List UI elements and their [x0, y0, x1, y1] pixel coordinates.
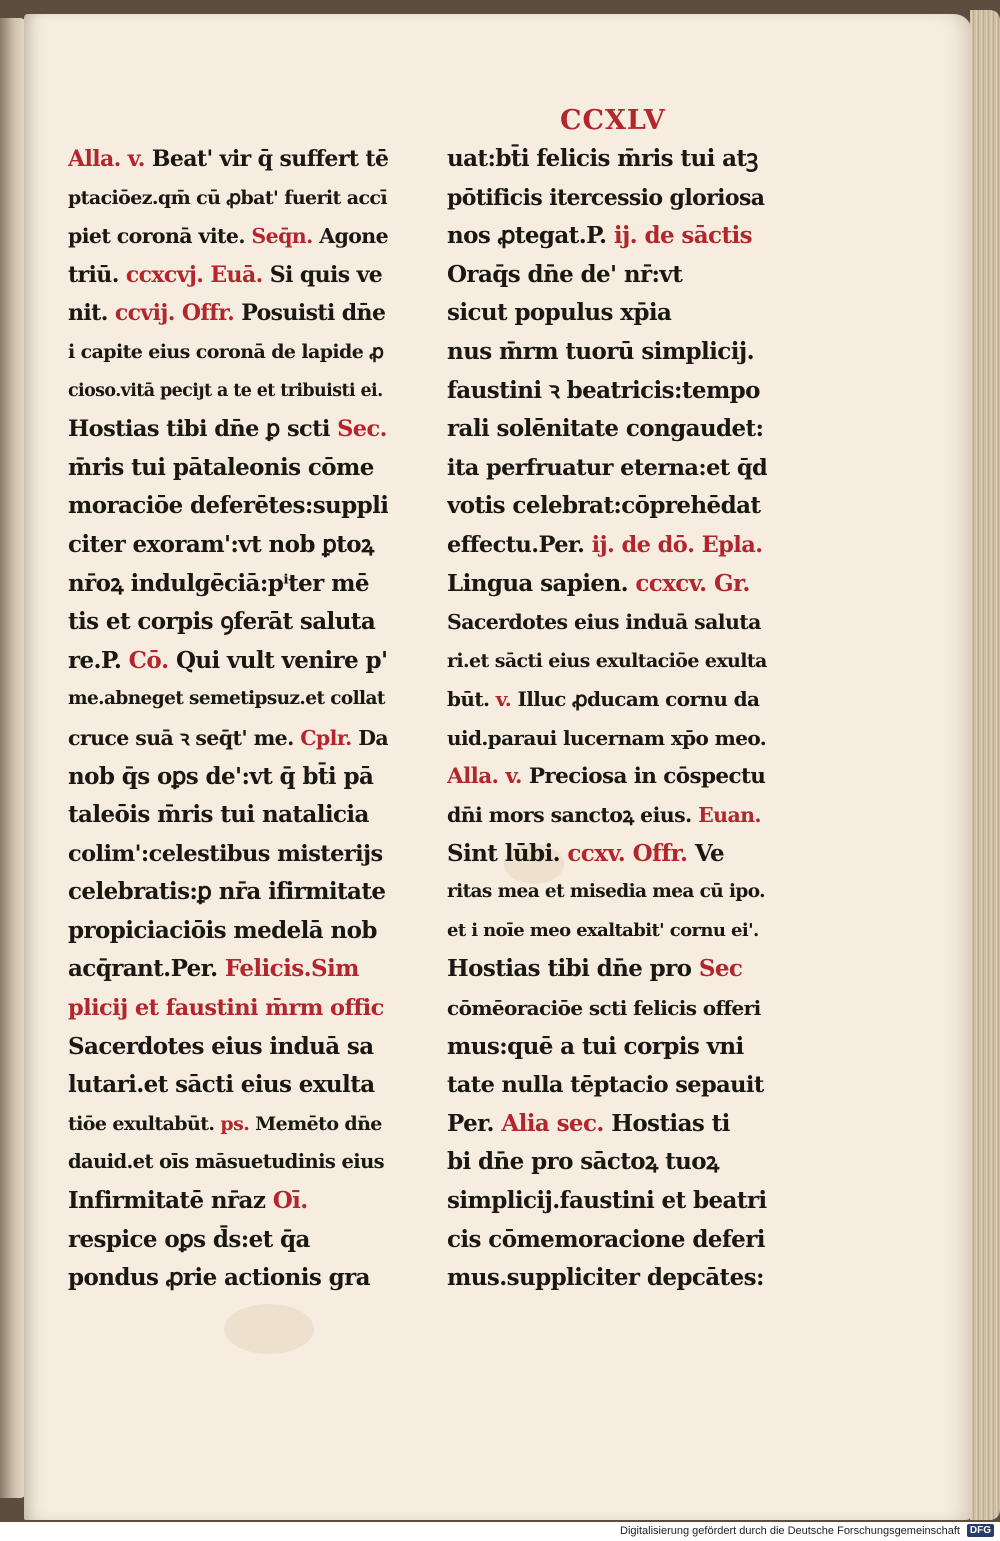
body-text: et i noīe meo exaltabit' cornu ei'.: [447, 919, 759, 941]
rubric-text: v.: [127, 146, 152, 172]
rubric-text: v.: [505, 763, 529, 789]
body-text: cioso.vitā peciȷt a te et tribuisti ei.: [68, 380, 383, 401]
dfg-logo: DFG: [967, 1524, 994, 1537]
rubric-text: ccvij. Offr.: [114, 300, 242, 327]
text-line: [447, 873, 767, 912]
body-text: cruce suā ꝛ seq̄t' me.: [68, 725, 301, 750]
text-line: [68, 912, 388, 951]
text-line: [447, 796, 767, 835]
rubric-text: Alia sec.: [501, 1109, 612, 1137]
body-text: pōtificis itercessio gloriosa: [447, 184, 765, 211]
text-line: [447, 950, 767, 989]
text-line: [68, 372, 388, 411]
rubric-text: ccxcv. Gr.: [635, 569, 750, 597]
body-text: uat:bt̄i felicis m̄ris tui atꝫ: [447, 145, 758, 172]
right-text-column: [447, 140, 767, 1298]
body-text: triū.: [68, 261, 126, 288]
body-text: i capite eius coronā de lapide ꝓ: [68, 340, 384, 363]
rubric-text: ps.: [220, 1112, 256, 1135]
rubric-text: Seq̄n.: [251, 224, 320, 249]
text-line: [68, 565, 388, 604]
body-text: effectu.Per.: [447, 531, 592, 558]
text-line: [68, 294, 388, 333]
text-line: [68, 449, 388, 488]
text-line: [447, 1028, 767, 1067]
body-text: Lingua sapien.: [447, 569, 636, 597]
text-line: [447, 526, 767, 565]
body-text: Memēto dn̄e: [255, 1112, 382, 1135]
body-text: Per.: [447, 1109, 502, 1137]
body-text: me.abneget semetipsuz.et collat: [68, 688, 385, 710]
body-text: dauid.et oīs māsuetudinis eius: [68, 1150, 385, 1174]
body-text: m̄ris tui pātaleonis cōme: [68, 453, 374, 481]
rubric-text: Sec: [698, 955, 743, 983]
body-text: Beat' vir q̄ suffert tē: [151, 146, 388, 172]
left-text-column: [68, 140, 388, 1298]
text-line: [447, 1066, 767, 1105]
body-text: tiōe exultabūt.: [68, 1112, 221, 1135]
body-text: piet coronā vite.: [68, 224, 252, 249]
body-text: faustini ꝛ beatricis:tempo: [447, 376, 760, 404]
text-line: [68, 1066, 388, 1105]
body-text: Sint lūbi.: [447, 839, 568, 867]
text-line: [447, 449, 767, 488]
text-line: [447, 179, 767, 218]
text-line: [447, 758, 767, 797]
text-line: [68, 603, 388, 642]
rubric-text: Oī.: [272, 1187, 308, 1215]
text-line: [68, 1105, 388, 1144]
text-line: [68, 989, 388, 1028]
text-line: [68, 1028, 388, 1067]
text-line: [447, 680, 767, 719]
text-line: [68, 1221, 388, 1260]
body-text: bi dn̄e pro sāctoꝝ tuoꝝ: [447, 1148, 719, 1176]
body-text: Sacerdotes eius induā saluta: [447, 610, 761, 635]
rubric-text: plicij et faustini m̄rm offic: [68, 995, 384, 1022]
text-line: [447, 333, 767, 372]
body-text: uid.paraui lucernam xp̄o meo.: [447, 725, 767, 750]
body-text: nos ꝓtegat.P.: [447, 222, 614, 250]
text-line: [447, 603, 767, 642]
text-line: [68, 719, 388, 758]
text-line: [447, 1221, 767, 1260]
rubric-text: lla.: [84, 146, 128, 172]
text-line: [447, 372, 767, 411]
body-text: mus.suppliciter depcātes:: [447, 1264, 764, 1292]
text-line: [68, 333, 388, 372]
folio-number: CCXLV: [560, 105, 666, 136]
text-line: [68, 796, 388, 835]
text-line: [68, 835, 388, 874]
text-line: [447, 912, 767, 951]
text-line: [68, 1182, 388, 1221]
text-line: [68, 217, 388, 256]
body-text: nr̄oꝝ indulgēciā:pⁱter mē: [68, 569, 369, 597]
page-edges: [970, 10, 1000, 1520]
body-text: acq̄rant.Per.: [68, 955, 225, 983]
rubric-text: A: [68, 146, 85, 172]
body-text: nus m̄rm tuorū simplicij.: [447, 337, 754, 365]
body-text: pondus ꝓrie actionis gra: [68, 1264, 370, 1292]
body-text: taleōis m̄ris tui natalicia: [68, 801, 369, 829]
body-text: ri.et sācti eius exultaciōe exulta: [447, 649, 767, 672]
body-text: Oraq̄s dn̄e de' nr̄:vt: [447, 260, 683, 288]
body-text: celebratis:ꝑ nr̄a ifirmitate: [68, 878, 386, 906]
text-line: [68, 140, 388, 179]
text-line: [447, 294, 767, 333]
body-text: Preciosa in cōspectu: [528, 763, 766, 789]
text-line: [68, 758, 388, 797]
body-text: re.P.: [68, 646, 129, 674]
text-line: [68, 179, 388, 218]
text-line: [447, 835, 767, 874]
text-line: [68, 873, 388, 912]
body-text: colim':celestibus misterijs: [68, 840, 383, 867]
body-text: rali solēnitate congaudet:: [447, 415, 764, 443]
body-text: lutari.et sācti eius exulta: [68, 1071, 375, 1099]
rubric-text: Alla.: [447, 763, 506, 789]
rubric-text: Euan.: [698, 803, 761, 828]
body-text: ritas mea et misedia mea cū ipo.: [447, 881, 766, 903]
body-text: tate nulla tēptacio sepauit: [447, 1072, 764, 1099]
body-text: Hostias ti: [611, 1109, 730, 1137]
text-line: [447, 719, 767, 758]
footer-credit: Digitalisierung gefördert durch die Deutsche Forschungsgemeinschaft: [620, 1525, 960, 1537]
body-text: moraciōe deferētes:suppli: [68, 492, 388, 520]
text-line: [68, 256, 388, 295]
text-line: [447, 642, 767, 681]
previous-page-edge: [0, 18, 26, 1498]
body-text: respice oꝑs d̄s:et q̄a: [68, 1225, 310, 1253]
text-line: [68, 487, 388, 526]
text-line: [447, 1259, 767, 1298]
body-text: tis et corpis ꝯferāt saluta: [68, 608, 376, 636]
text-line: [447, 1182, 767, 1221]
paper-stain: [224, 1304, 314, 1354]
body-text: sicut populus xp̄ia: [447, 299, 672, 327]
text-line: [68, 1259, 388, 1298]
rubric-text: ij. de sāctis: [613, 222, 752, 250]
text-line: [68, 680, 388, 719]
body-text: simplicij.faustini et beatri: [447, 1187, 767, 1215]
body-text: ita perfruatur eterna:et q̄d: [447, 454, 767, 481]
rubric-text: Felicis.Sim: [224, 955, 359, 983]
body-text: cis cōmemoracione deferi: [447, 1225, 765, 1253]
body-text: Hostias tibi dn̄e pro: [447, 955, 699, 983]
text-line: [447, 256, 767, 295]
text-line: [68, 642, 388, 681]
footer-bar: [0, 1522, 1000, 1541]
body-text: mus:quē a tui corpis vni: [447, 1032, 744, 1060]
body-text: Posuisti dn̄e: [241, 300, 386, 327]
rubric-text: v.: [495, 687, 518, 712]
rubric-text: Sec.: [337, 416, 387, 443]
rubric-text: ij. de dō. Epla.: [591, 531, 763, 558]
body-text: nob q̄s oꝑs de':vt q̄ bt̄i pā: [68, 762, 374, 790]
body-text: Sacerdotes eius induā sa: [68, 1032, 374, 1060]
body-text: Infirmitatē nr̄az: [68, 1187, 273, 1215]
text-line: [68, 950, 388, 989]
body-text: būt.: [447, 687, 496, 712]
body-text: Qui vult venire p': [175, 646, 388, 674]
text-line: [68, 410, 388, 449]
body-text: Agone: [319, 224, 388, 249]
rubric-text: ccxcvj. Euā.: [125, 261, 270, 288]
text-line: [447, 217, 767, 256]
text-line: [447, 140, 767, 179]
text-line: [68, 1143, 388, 1182]
body-text: votis celebrat:cōprehēdat: [447, 492, 761, 520]
rubric-text: ccxv. Offr.: [567, 839, 695, 867]
body-text: cōmēoraciōe scti felicis offeri: [447, 996, 761, 1021]
body-text: Illuc ꝓducam cornu da: [517, 687, 760, 712]
text-line: [447, 565, 767, 604]
text-line: [447, 487, 767, 526]
text-line: [447, 989, 767, 1028]
rubric-text: Cplr.: [300, 725, 359, 750]
body-text: nit.: [68, 300, 115, 327]
rubric-text: Cō.: [128, 646, 176, 674]
text-line: [447, 1105, 767, 1144]
body-text: dn̄i mors sanctoꝝ eius.: [447, 803, 699, 828]
body-text: Si quis ve: [269, 261, 383, 288]
body-text: ptaciōez.qm̄ cū ꝓbat' fuerit accī: [68, 186, 388, 209]
text-line: [447, 410, 767, 449]
body-text: Da: [358, 725, 388, 750]
body-text: propiciaciōis medelā nob: [68, 916, 377, 944]
body-text: Ve: [694, 839, 725, 867]
body-text: Hostias tibi dn̄e ꝑ scti: [68, 416, 338, 443]
text-line: [68, 526, 388, 565]
body-text: citer exoram':vt nob ꝑtoꝝ: [68, 530, 374, 558]
text-line: [447, 1143, 767, 1182]
